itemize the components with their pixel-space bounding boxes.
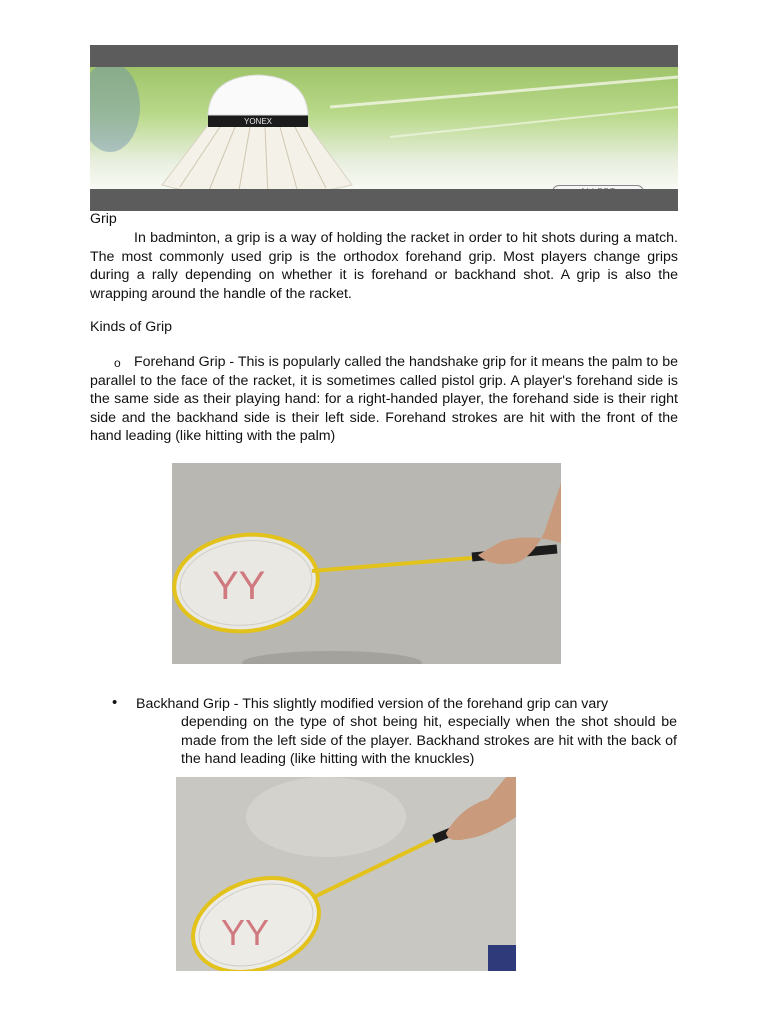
forehand-grip-photo — [172, 463, 561, 664]
forehand-bullet: o — [114, 356, 121, 370]
grip-paragraph: In badminton, a grip is a way of holding the racket in order to hit shots during a match. The most commonly used grip is the orthodox forehand grip. Most players change grips during a rally depending on whether it is forehand or backhand shot. A grip is also the wrapping around the handle of the racket. — [90, 230, 678, 302]
shuttlecock-illustration — [90, 67, 678, 203]
banner-image — [90, 45, 678, 211]
forehand-grip-text: Forehand Grip - This is popularly called the handshake grip for it means the palm to be parallel to the face of the racket, it is sometimes called pistol grip. A player's forehand side is the same side as their playing hand: for a right-handed player, the forehand side is their right side and the backhand side is their left side. Forehand strokes are hit with the front of the hand leading (like hitting with the palm) — [90, 354, 678, 444]
banner-photo — [90, 67, 678, 203]
backhand-grip-photo — [176, 777, 516, 971]
backhand-grip-first-line: Backhand Grip - This slightly modified version of the forehand grip can vary — [136, 696, 609, 712]
banner-top-bar — [90, 45, 678, 67]
svg-text:YY: YY — [212, 564, 266, 608]
grip-heading: Grip — [90, 211, 117, 227]
kinds-of-grip-heading: Kinds of Grip — [90, 319, 173, 335]
shuttle-band-text: YONEX — [243, 117, 273, 126]
backhand-grip-text: depending on the type of shot being hit, especially when the shot should be made from the left side of the player. Backhand strokes are hit with the back of the hand leading (like hitting with the knuckles) — [181, 714, 677, 767]
svg-text:YY: YY — [221, 912, 270, 953]
backhand-bullet: • — [112, 694, 118, 711]
banner-bottom-bar — [90, 189, 678, 211]
